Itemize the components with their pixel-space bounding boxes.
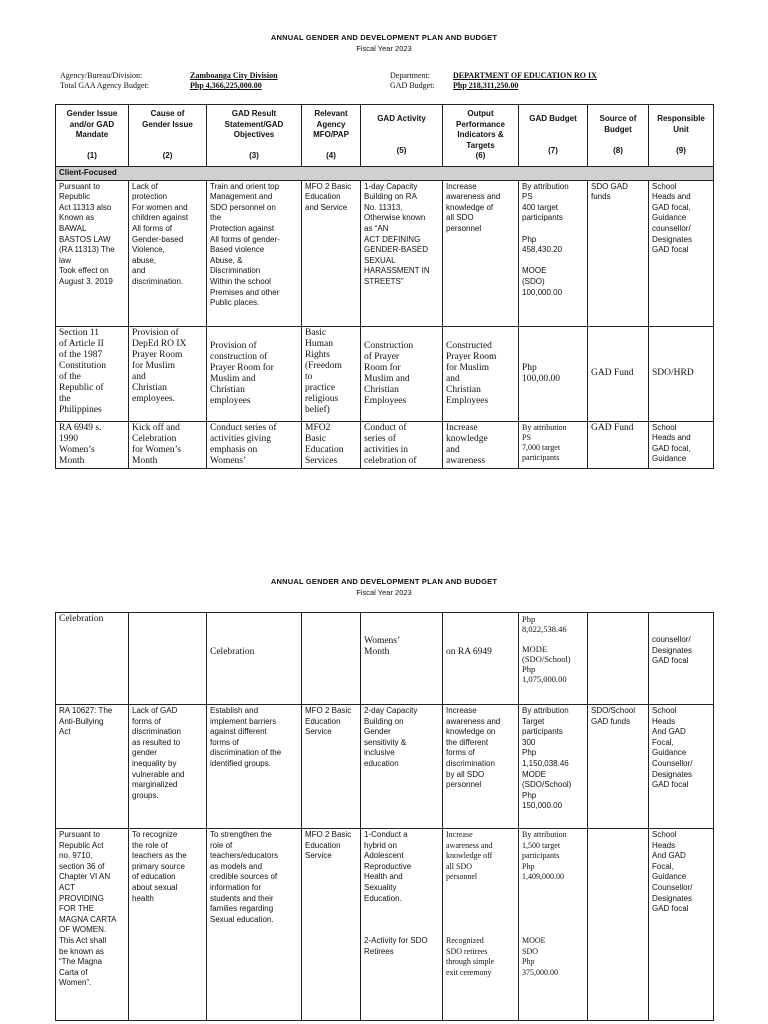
table-cell: GAD Fund [588, 421, 649, 468]
table-cell: SDO/HRD [649, 326, 714, 421]
page-1 [0, 33, 768, 53]
table-cell: GAD Fund [588, 326, 649, 421]
department-values [453, 71, 597, 91]
table-cell: Pursuant to Republic Act no. 9710, section 36 of Chapter VI AN ACT PROVIDING FOR THE MAGNA CARTA OF WOMEN. This Act shall be known as “The Magna Carta of Women”. [56, 829, 129, 1021]
table-row [56, 705, 714, 829]
agency-block [60, 71, 149, 91]
table-cell: Lack of protection For women and children against All forms of Gender-based Violence, abuse, and discrimination. [129, 180, 207, 326]
header-cell: Output Performance Indicators & Targets (6) [443, 105, 519, 167]
table-cell: RA 10627: The Anti-Bullying Act [56, 705, 129, 829]
table-cell: 1-day Capacity Building on RA No. 11313, Otherwise known as “AN ACT DEFINING GENDER-BASED SEXUAL HARASSMENT IN STREETS” [361, 180, 443, 326]
table-cell: Php 8,022,538.46 MODE (SDO/School) Php 1,075,000.00 [519, 613, 588, 705]
table-cell: 2-day Capacity Building on Gender sensitivity & inclusive education [361, 705, 443, 829]
header-cell: Relevant Agency MFO/PAP (4) [302, 105, 361, 167]
table-cell: Provision of construction of Prayer Room for Muslim and Christian employees [207, 326, 302, 421]
gad-budget-label: GAD Budget: [390, 81, 435, 90]
table-cell: Php 100,00.00 [519, 326, 588, 421]
table-cell: Increase awareness and knowledge off all SDO personnel Recognized SDO retirees through simple exit ceremony [443, 829, 519, 1021]
gad-budget-value: Php 218,311,250.00 [453, 81, 519, 90]
table-cell: SDO/School GAD funds [588, 705, 649, 829]
header-row [56, 105, 714, 167]
table-cell: Conduct series of activities giving emphasis on Womens’ [207, 421, 302, 468]
section-band-label: Client-Focused [56, 167, 714, 181]
table-cell: Increase awareness and knowledge on the different forms of discrimination by all SDO personnel [443, 705, 519, 829]
table-cell: Increase knowledge and awareness [443, 421, 519, 468]
table-cell: By attribution PS 7,000 target participants [519, 421, 588, 468]
header-cell: Source of Budget (8) [588, 105, 649, 167]
table-row [56, 829, 714, 1021]
table-cell: MFO 2 Basic Education Service [302, 705, 361, 829]
table-cell: Increase awareness and knowledge of all SDO personnel [443, 180, 519, 326]
table-cell: on RA 6949 [443, 613, 519, 705]
table-cell: MFO 2 Basic Education and Service [302, 180, 361, 326]
table-cell: School Heads and GAD focal, Guidance counsellor/ Designates GAD focal [649, 180, 714, 326]
agency-values [190, 71, 278, 91]
table-cell: Constructed Prayer Room for Muslim and Christian Employees [443, 326, 519, 421]
table-cell: SDO GAD funds [588, 180, 649, 326]
table-row [56, 613, 714, 705]
table-row [56, 421, 714, 468]
table-cell: MFO 2 Basic Education Service [302, 829, 361, 1021]
header-cell: GAD Budget (7) [519, 105, 588, 167]
table-cell: Womens’ Month [361, 613, 443, 705]
table-cell: By attribution 1,500 target participants Php 1,409,000.00 MOOE SDO Php 375,000.00 [519, 829, 588, 1021]
department-label: Department: [390, 71, 430, 80]
table-cell [129, 613, 207, 705]
fiscal-year: Fiscal Year 2023 [356, 44, 412, 53]
page-2 [0, 577, 768, 597]
table-cell: Establish and implement barriers against different forms of discrimination of the identified groups. [207, 705, 302, 829]
department-labels [390, 71, 435, 91]
table-cell: By attribution PS 400 target participants Php 458,430.20 MOOE (SDO) 100,000.00 [519, 180, 588, 326]
table-cell: counsellor/ Designates GAD focal [649, 613, 714, 705]
table-cell: School Heads And GAD Focal, Guidance Counsellor/ Designates GAD focal [649, 829, 714, 1021]
table-cell: Celebration [56, 613, 129, 705]
table-cell: MFO2 Basic Education Services [302, 421, 361, 468]
table-cell: Kick off and Celebration for Women’s Month [129, 421, 207, 468]
gad-plan-table-page-2 [55, 612, 714, 1021]
table-cell: Provision of DepEd RO IX Prayer Room for Muslim and Christian employees. [129, 326, 207, 421]
header-cell: Gender Issue and/or GAD Mandate (1) [56, 105, 129, 167]
table-cell: School Heads And GAD Focal, Guidance Counsellor/ Designates GAD focal [649, 705, 714, 829]
table-cell: To recognize the role of teachers as the primary source of education about sexual health [129, 829, 207, 1021]
table-cell: Pursuant to Republic Act 11313 also Known as BAWAL BASTOS LAW (RA 11313) The law Took effect on August 3. 2019 [56, 180, 129, 326]
table-cell: Section 11 of Article II of the 1987 Constitution of the Republic of the Philippines [56, 326, 129, 421]
table-cell [302, 613, 361, 705]
gad-plan-table-page-1 [55, 104, 714, 469]
header-cell: Responsible Unit (9) [649, 105, 714, 167]
header-cell: GAD Activity (5) [361, 105, 443, 167]
section-band [56, 167, 714, 181]
gaa-value: Php 4,366,225,000.00 [190, 81, 262, 90]
agency-label: Agency/Bureau/Division: [60, 71, 143, 80]
table-cell: Train and orient top Management and SDO personnel on the Protection against All forms of gender- Based violence Abuse, & Discrimination Within the school Premises and other Public places. [207, 180, 302, 326]
header-cell: Cause of Gender Issue (2) [129, 105, 207, 167]
table-cell: By attribution Target participants 300 Php 1,150,038.46 MODE (SDO/School) Php 150,000.00 [519, 705, 588, 829]
table-cell [588, 829, 649, 1021]
table-row [56, 180, 714, 326]
table-cell: 1-Conduct a hybrid on Adolescent Reproductive Health and Sexuality Education. 2-Activity for SDO Retirees [361, 829, 443, 1021]
table-cell: Conduct of series of activities in celebration of [361, 421, 443, 468]
table-cell [588, 613, 649, 705]
header-cell: GAD Result Statement/GAD Objectives (3) [207, 105, 302, 167]
table-cell: RA 6949 s. 1990 Women’s Month [56, 421, 129, 468]
agency-value: Zamboanga City Division [190, 71, 278, 80]
table-cell: Celebration [207, 613, 302, 705]
page-title: ANNUAL GENDER AND DEVELOPMENT PLAN AND BUDGET [270, 33, 498, 42]
page-title: ANNUAL GENDER AND DEVELOPMENT PLAN AND BUDGET [270, 577, 498, 586]
fiscal-year: Fiscal Year 2023 [356, 588, 412, 597]
department-value: DEPARTMENT OF EDUCATION RO IX [453, 71, 597, 80]
table-cell: Construction of Prayer Room for Muslim and Christian Employees [361, 326, 443, 421]
table-row [56, 326, 714, 421]
table-cell: To strengthen the role of teachers/educators as models and credible sources of information for students and their families regarding Sexual education. [207, 829, 302, 1021]
table-cell: Basic Human Rights (Freedom to practice religious belief) [302, 326, 361, 421]
gaa-label: Total GAA Agency Budget: [60, 81, 149, 90]
table-cell: School Heads and GAD focal, Guidance [649, 421, 714, 468]
table-cell: Lack of GAD forms of discrimination as resulted to gender inequality by vulnerable and marginalized groups. [129, 705, 207, 829]
